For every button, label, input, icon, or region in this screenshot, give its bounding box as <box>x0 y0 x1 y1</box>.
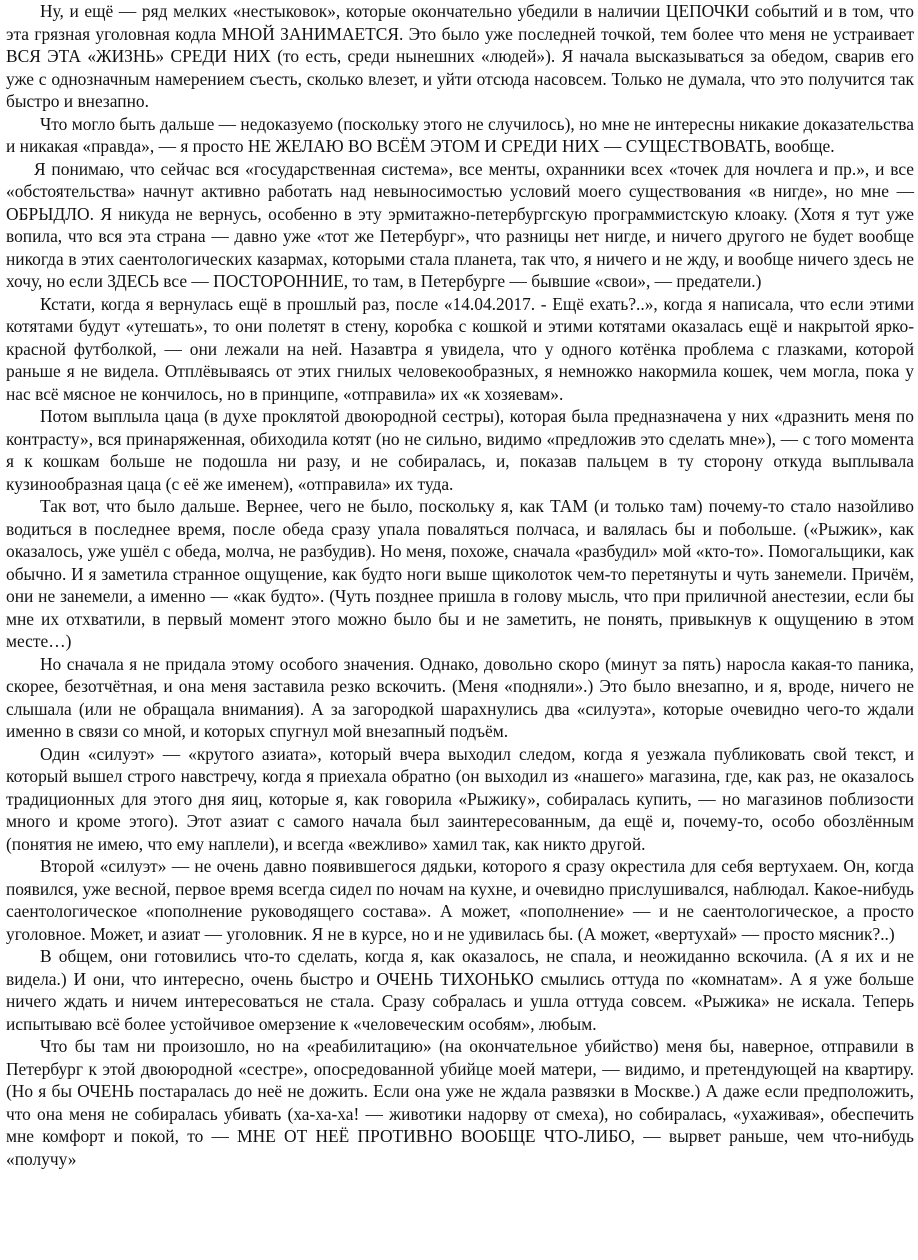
paragraph-10: В общем, они готовились что-то сделать, когда я, как оказалось, не спала, и неожиданно вскочила. (А я их и не видела.) И они, что интересно, очень быстро и ОЧЕНЬ ТИХОНЬКО смылись оттуда по «комнатам». А я уже больше ничего ждать и ничем интересоваться не стала. Сразу собралась и ушла оттуда совсем. «Рыжика» не искала. Теперь испытываю всё более устойчивое омерзение к «человеческим особям», любым. <box>6 946 914 1034</box>
paragraph-6: Так вот, что было дальше. Вернее, чего не было, поскольку я, как ТАМ (и только там) почему-то стало назойливо водиться в последнее время, после обеда сразу упала поваляться полчаса, и валялась бы и побольше. («Рыжик», как оказалось, уже ушёл с обеда, молча, не разбудив). Но меня, похоже, сначала «разбудил» мой «кто-то». Помогальщики, как обычно. И я заметила странное ощущение, как будто ноги выше щиколоток чем-то перетянуты и чуть занемели. Причём, они не занемели, а именно — «как будто». (Чуть позднее пришла в голову мысль, что при приличной анестезии, если бы мне их отхватили, в первый момент этого можно было бы и не заметить, не понять, привыкнув к ощущению в этом месте…) <box>6 496 914 651</box>
paragraph-2: Что могло быть дальше — недоказуемо (поскольку этого не случилось), но мне не интересны никакие доказательства и никакая «правда», — я просто НЕ ЖЕЛАЮ ВО ВСЁМ ЭТОМ И СРЕДИ НИХ — СУЩЕСТВОВАТЬ, вообще. <box>6 113 914 156</box>
paragraph-11: Что бы там ни произошло, но на «реабилитацию» (на окончательное убийство) меня бы, наверное, отправили в Петербург к этой двоюродной «сестре», опосредованной убийце моей матери, — видимо, и претендующей на квартиру. (Но я бы ОЧЕНЬ постаралась до неё не дожить. Если она уже не ждала развязки в Москве.) А даже если предположить, что она меня не собиралась убивать (ха-ха-ха! — животики надорву от смеха), но собиралась, «ухаживая», обеспечить мне комфорт и покой, то — МНЕ ОТ НЕЁ ПРОТИВНО ВООБЩЕ ЧТО-ЛИБО, — вырвет раньше, чем что-нибудь «получу» <box>6 1036 914 1169</box>
paragraph-4: Кстати, когда я вернулась ещё в прошлый раз, после «14.04.2017. - Ещё ехать?..», когда я написала, что если этими котятами будут «утешать», то они полетят в стену, коробка с кошкой и этими котятами оказалась ещё и накрытой ярко-красной футболкой, — они лежали на ней. Назавтра я увидела, что у одного котёнка проблема с глазками, которой раньше я не видела. Отплёвываясь от этих гнилых человекообразных, я немножко накормила кошек, чем могла, пока у нас всё мясное не кончилось, но в принципе, «отправила» их «к хозяевам». <box>6 293 914 404</box>
paragraph-9: Второй «силуэт» — не очень давно появившегося дядьки, которого я сразу окрестила для себя вертухаем. Он, когда появился, уже весной, первое время всегда сидел по ночам на кухне, и очевидно прислушивался, наблюдал. Какое-нибудь саентологическое «пополнение руководящего состава». А может, «пополнение» — и не саентологическое, а просто уголовное. Может, и азиат — уголовник. Я не в курсе, но и не удивилась бы. (А может, «вертухай» — просто мясник?..) <box>6 856 914 944</box>
paragraph-1: Ну, и ещё — ряд мелких «нестыковок», которые окончательно убедили в наличии ЦЕПОЧКИ событий и в том, что эта грязная уголовная кодла МНОЙ ЗАНИМАЕТСЯ. Это было уже последней точкой, тем более что меня не устраивает ВСЯ ЭТА «ЖИЗНЬ» СРЕДИ НИХ (то есть, среди нынешних «людей»). Я начала высказываться за обедом, сварив его уже с однозначным намерением съесть, сколько влезет, и уйти отсюда насовсем. Только не думала, что это получится так быстро и внезапно. <box>6 1 914 111</box>
paragraph-8: Один «силуэт» — «крутого азиата», который вчера выходил следом, когда я уезжала публиковать свой текст, и который вышел строго навстречу, когда я приехала обратно (он выходил из «нашего» магазина, где, как раз, не оказалось традиционных для этого дня яиц, которые я, как говорила «Рыжику», собиралась купить, — но магазинов поблизости много и кроме этого). Этот азиат с самого начала был заинтересованным, да ещё и, почему-то, особо обозлённым (понятия не имею, что ему наплели), и всегда «вежливо» хамил так, как никто другой. <box>6 743 914 854</box>
paragraph-5: Потом выплыла цаца (в духе проклятой двоюродной сестры), которая была предназначена у них «дразнить меня по контрасту», вся принаряженная, обиходила котят (но не сильно, видимо «предложив это сделать мне»), — с того момента я к кошкам больше не подошла ни разу, и не собиралась, и, показав пальцем в ту сторону откуда выплывала кузинообразная цаца (с её же именем), «отправила» их туда. <box>6 406 914 494</box>
paragraph-3: Я понимаю, что сейчас вся «государственная система», все менты, охранники всех «точек для ночлега и пр.», и все «обстоятельства» начнут активно работать над невыносимостью условий моего существования «в нигде», но мне — ОБРЫДЛО. Я никуда не вернусь, особенно в эту эрмитажно-петербургскую программистскую клоаку. (Хотя я тут уже вопила, что вся эта страна — давно уже «тот же Петербург», что разницы нет нигде, и ничего другого не будет вообще никогда в этих саентологических казармах, которыми стала планета, так что, я ничего и не жду, и вообще ничего здесь не хочу, но если ЗДЕСЬ все — ПОСТОРОННИЕ, то там, в Петербурге — бывшие «свои», — предатели.) <box>6 158 914 291</box>
paragraph-7: Но сначала я не придала этому особого значения. Однако, довольно скоро (минут за пять) наросла какая-то паника, скорее, безотчётная, и она меня заставила резко вскочить. (Меня «подняли».) Это было внезапно, и я, вроде, ничего не слышала (или не обращала внимания). А за загородкой шарахнулись два «силуэта», которые очевидно чего-то ждали именно в связи со мной, и которых спугнул мой внезапный подъём. <box>6 653 914 741</box>
